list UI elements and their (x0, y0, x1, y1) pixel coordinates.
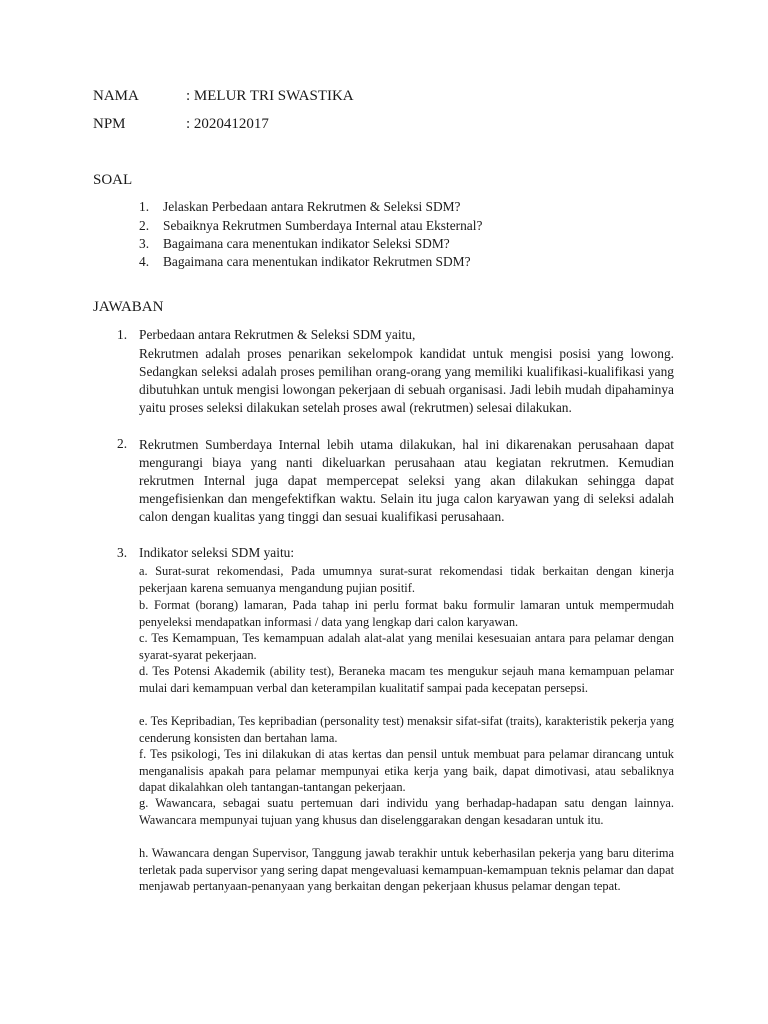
question-text: Bagaimana cara menentukan indikator Seleksi SDM? (163, 236, 450, 251)
list-item: b. Format (borang) lamaran, Pada tahap ini perlu format baku formulir lamaran untuk mempermudah penyeleksi mendapatkan informasi / data yang lengkap dari calon karyawan. (139, 598, 674, 629)
answer-number: 3. (117, 545, 128, 560)
npm-label: NPM (93, 116, 126, 132)
list-item: a. Surat-surat rekomendasi, Pada umumnya surat-surat rekomendasi tidak berkaitan dengan kinerja pekerjaan karena semuanya mengandung pujian positif. (139, 564, 674, 595)
list-item: e. Tes Kepribadian, Tes kepribadian (personality test) menaksir sifat-sifat (traits), karakteristik pekerja yang cenderung konsisten dan bertahan lama. (139, 714, 674, 745)
question-text: Sebaiknya Rekrutmen Sumberdaya Internal atau Eksternal? (163, 218, 483, 233)
list-item: c. Tes Kemampuan, Tes kemampuan adalah alat-alat yang menilai kesesuaian antara para pelamar dengan syarat-syarat pekerjaan. (139, 631, 674, 662)
question-number: 2. (139, 218, 150, 233)
question-number: 3. (139, 236, 150, 251)
answer-heading: Indikator seleksi SDM yaitu: (139, 545, 295, 560)
question-text: Bagaimana cara menentukan indikator Rekrutmen SDM? (163, 254, 471, 269)
list-item: d. Tes Potensi Akademik (ability test), Beraneka macam tes mengukur sejauh mana kemampuan pelamar mulai dari kemampuan verbal dan keterampilan kualitatif sampai pada kecepatan persepsi. (139, 664, 674, 695)
answer-number: 1. (117, 327, 128, 342)
list-item: f. Tes psikologi, Tes ini dilakukan di atas kertas dan pensil untuk membuat para pelamar dirancang untuk menganalisis apakah para pelamar mempunyai etika kerja yang baik, dapat dimotivasi, atau sebaliknya dapat dikalahkan oleh tantangan-tantangan pekerjaan. (139, 747, 674, 795)
answer-heading: Perbedaan antara Rekrutmen & Seleksi SDM yaitu, (139, 327, 416, 342)
list-item: g. Wawancara, sebagai suatu pertemuan dari individu yang berhadap-hadapan satu dengan lainnya. Wawancara mempunyai tujuan yang khusus dan diselenggarakan dengan kesadaran untuk itu. (139, 796, 674, 827)
answer-number: 2. (117, 436, 128, 451)
answer-body: Rekrutmen Sumberdaya Internal lebih utama dilakukan, hal ini dikarenakan perusahaan dapat mengurangi biaya yang nanti dikeluarkan perusahaan atau kegiatan rekrutmen. Kemudian rekrutmen Internal juga dapat mempercepat seleksi yang akan dilakukan sehingga dapat mengefisienkan dan mengefektifkan waktu. Selain itu juga calon karyawan yang di seleksi adalah calon dengan kualitas yang tinggi dan sesuai kualifikasi perusahaan. (139, 437, 674, 524)
list-item: h. Wawancara dengan Supervisor, Tanggung jawab terakhir untuk keberhasilan pekerja yang baru diterima terletak pada supervisor yang sering dapat mengevaluasi kemampuan-kemampuan teknis pelamar dan dapat menjawab pertanyaan-penanyaan yang berkaitan dengan pekerjaan khusus pelamar dengan tepat. (139, 846, 675, 894)
name-label: NAMA (93, 88, 139, 104)
name-value: : MELUR TRI SWASTIKA (186, 88, 354, 104)
soal-title: SOAL (93, 172, 133, 188)
jawaban-title: JAWABAN (93, 299, 164, 315)
question-number: 1. (139, 199, 150, 214)
question-number: 4. (139, 254, 150, 269)
npm-value: : 2020412017 (186, 116, 269, 132)
answer-body: Rekrutmen adalah proses penarikan sekelompok kandidat untuk mengisi posisi yang lowong. Sedangkan seleksi adalah proses pemilihan orang-orang yang memiliki kualifikasi-kualifikasi yang dibutuhkan untuk mengisi lowongan pekerjaan di sebuah organisasi. Jadi lebih mudah dipahaminya yaitu proses seleksi dilakukan setelah proses awal (rekrutmen) selesai dilakukan. (139, 346, 674, 415)
question-text: Jelaskan Perbedaan antara Rekrutmen & Seleksi SDM? (163, 199, 461, 214)
